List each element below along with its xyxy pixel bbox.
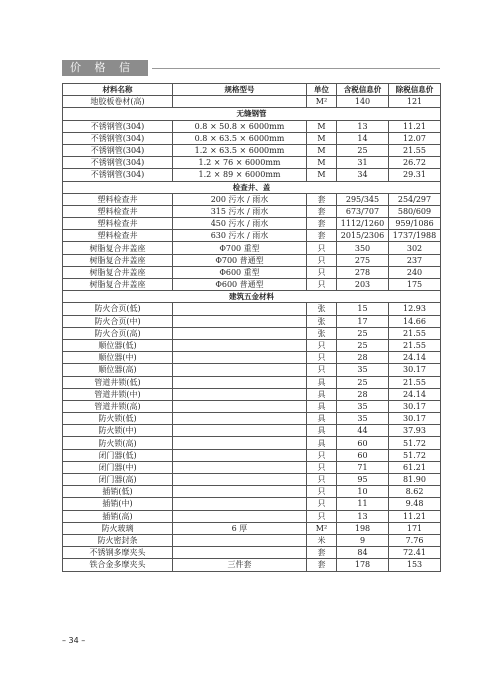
cell-spec: 三件套 (173, 559, 307, 571)
cell-unit: 只 (307, 266, 337, 278)
cell-price-with-tax: 278 (337, 266, 389, 278)
cell-material: 顺位器(低) (63, 339, 173, 351)
cell-material: 不锈钢管(304) (63, 157, 173, 169)
cell-unit: 只 (307, 486, 337, 498)
table-row (63, 474, 441, 486)
cell-price-with-tax: 673/707 (337, 205, 389, 217)
cell-price-without-tax: 9.48 (389, 498, 441, 510)
cell-price-with-tax: 350 (337, 242, 389, 254)
table-row (63, 169, 441, 181)
header-divider (152, 68, 440, 69)
cell-price-with-tax: 25 (337, 339, 389, 351)
table-row (63, 315, 441, 327)
cell-price-with-tax: 178 (337, 559, 389, 571)
cell-price-with-tax: 2015/2306 (337, 230, 389, 242)
column-header-unit: 单位 (307, 84, 337, 96)
cell-spec: Φ700 普通型 (173, 254, 307, 266)
cell-unit: M² (307, 522, 337, 534)
table-row (63, 388, 441, 400)
cell-unit: 套 (307, 205, 337, 217)
cell-price-with-tax: 84 (337, 547, 389, 559)
section-row (63, 181, 441, 193)
cell-material: 防火玻璃 (63, 522, 173, 534)
cell-material: 防火锁(高) (63, 437, 173, 449)
cell-price-with-tax: 9 (337, 534, 389, 546)
cell-price-with-tax: 34 (337, 169, 389, 181)
cell-price-with-tax: 140 (337, 96, 389, 108)
table-row (63, 437, 441, 449)
cell-price-with-tax: 60 (337, 437, 389, 449)
cell-price-with-tax: 295/345 (337, 193, 389, 205)
cell-material: 不锈钢管(304) (63, 132, 173, 144)
table-row (63, 400, 441, 412)
cell-material: 防火密封条 (63, 534, 173, 546)
cell-unit: 只 (307, 352, 337, 364)
cell-spec (173, 486, 307, 498)
cell-spec (173, 547, 307, 559)
cell-material: 树脂复合井盖座 (63, 279, 173, 291)
cell-unit: 具 (307, 376, 337, 388)
cell-price-without-tax: 12.93 (389, 303, 441, 315)
cell-price-with-tax: 35 (337, 413, 389, 425)
cell-price-without-tax: 171 (389, 522, 441, 534)
cell-price-without-tax: 81.90 (389, 474, 441, 486)
cell-spec: 630 污水 / 雨水 (173, 230, 307, 242)
cell-spec (173, 474, 307, 486)
cell-spec (173, 498, 307, 510)
cell-price-without-tax: 26.72 (389, 157, 441, 169)
cell-material: 塑料检查井 (63, 218, 173, 230)
page-number: – 34 – (62, 636, 86, 645)
table-row (63, 498, 441, 510)
cell-price-with-tax: 203 (337, 279, 389, 291)
cell-material: 防火合页(高) (63, 327, 173, 339)
table-row (63, 205, 441, 217)
cell-material: 闭门器(中) (63, 461, 173, 473)
cell-material: 顺位器(中) (63, 352, 173, 364)
cell-material: 防火合页(中) (63, 315, 173, 327)
cell-spec: 1.2 × 89 × 6000mm (173, 169, 307, 181)
cell-material: 树脂复合井盖座 (63, 242, 173, 254)
cell-unit: M (307, 132, 337, 144)
table-row (63, 120, 441, 132)
cell-price-without-tax: 14.66 (389, 315, 441, 327)
cell-price-with-tax: 28 (337, 388, 389, 400)
cell-unit: 具 (307, 388, 337, 400)
cell-price-without-tax: 21.55 (389, 376, 441, 388)
section-row (63, 291, 441, 303)
cell-unit: 套 (307, 218, 337, 230)
price-table (62, 83, 441, 572)
column-header-price-without-tax: 除税信息价 (389, 84, 441, 96)
cell-spec: 0.8 × 50.8 × 6000mm (173, 120, 307, 132)
cell-price-without-tax: 30.17 (389, 400, 441, 412)
table-row (63, 413, 441, 425)
cell-material: 防火锁(低) (63, 413, 173, 425)
table-row (63, 96, 441, 108)
cell-unit: 套 (307, 547, 337, 559)
table-body (63, 96, 441, 571)
cell-price-without-tax: 61.21 (389, 461, 441, 473)
cell-spec: 0.8 × 63.5 × 6000mm (173, 132, 307, 144)
cell-price-with-tax: 13 (337, 120, 389, 132)
table-row (63, 266, 441, 278)
cell-spec (173, 449, 307, 461)
cell-spec (173, 303, 307, 315)
cell-unit: M (307, 157, 337, 169)
section-title-cell: 检查井、盖 (63, 181, 441, 193)
table-row (63, 279, 441, 291)
cell-material: 塑料检查井 (63, 193, 173, 205)
cell-price-with-tax: 15 (337, 303, 389, 315)
cell-price-with-tax: 25 (337, 327, 389, 339)
cell-price-without-tax: 175 (389, 279, 441, 291)
table-row (63, 327, 441, 339)
cell-unit: 只 (307, 279, 337, 291)
cell-spec (173, 364, 307, 376)
table-row (63, 339, 441, 351)
cell-unit: M (307, 144, 337, 156)
cell-unit: 张 (307, 315, 337, 327)
section-row (63, 108, 441, 120)
cell-spec: 450 污水 / 雨水 (173, 218, 307, 230)
table-row (63, 376, 441, 388)
table-row (63, 547, 441, 559)
cell-unit: 只 (307, 510, 337, 522)
cell-spec (173, 534, 307, 546)
cell-price-with-tax: 44 (337, 425, 389, 437)
section-title-cell: 建筑五金材料 (63, 291, 441, 303)
cell-material: 顺位器(高) (63, 364, 173, 376)
cell-price-without-tax: 51.72 (389, 437, 441, 449)
cell-unit: 只 (307, 461, 337, 473)
table-row (63, 534, 441, 546)
cell-unit: 具 (307, 400, 337, 412)
cell-unit: 只 (307, 498, 337, 510)
cell-spec: Φ600 普通型 (173, 279, 307, 291)
cell-unit: 具 (307, 413, 337, 425)
cell-material: 闭门器(低) (63, 449, 173, 461)
cell-price-with-tax: 198 (337, 522, 389, 534)
cell-unit: 张 (307, 327, 337, 339)
cell-unit: 只 (307, 364, 337, 376)
column-header-price-with-tax: 含税信息价 (337, 84, 389, 96)
cell-price-without-tax: 21.55 (389, 339, 441, 351)
cell-spec (173, 461, 307, 473)
cell-material: 防火锁(中) (63, 425, 173, 437)
cell-spec (173, 388, 307, 400)
cell-material: 管道井锁(中) (63, 388, 173, 400)
cell-price-with-tax: 1112/1260 (337, 218, 389, 230)
cell-spec (173, 400, 307, 412)
cell-price-with-tax: 95 (337, 474, 389, 486)
table-row (63, 242, 441, 254)
cell-spec (173, 339, 307, 351)
column-header-material: 材料名称 (63, 84, 173, 96)
cell-price-with-tax: 10 (337, 486, 389, 498)
cell-price-with-tax: 71 (337, 461, 389, 473)
cell-price-without-tax: 51.72 (389, 449, 441, 461)
table-row (63, 157, 441, 169)
cell-price-with-tax: 35 (337, 364, 389, 376)
cell-material: 树脂复合井盖座 (63, 254, 173, 266)
cell-price-with-tax: 13 (337, 510, 389, 522)
cell-price-without-tax: 580/609 (389, 205, 441, 217)
cell-spec: 315 污水 / 雨水 (173, 205, 307, 217)
cell-unit: M² (307, 96, 337, 108)
cell-material: 不锈钢管(304) (63, 120, 173, 132)
cell-material: 地胶板卷材(高) (63, 96, 173, 108)
cell-material: 不锈钢多摩夹头 (63, 547, 173, 559)
cell-spec (173, 96, 307, 108)
cell-material: 树脂复合井盖座 (63, 266, 173, 278)
cell-material: 管道井锁(低) (63, 376, 173, 388)
cell-unit: 套 (307, 230, 337, 242)
table-row (63, 449, 441, 461)
cell-price-with-tax: 28 (337, 352, 389, 364)
table-row (63, 510, 441, 522)
cell-unit: 只 (307, 339, 337, 351)
cell-price-without-tax: 7.76 (389, 534, 441, 546)
cell-price-without-tax: 121 (389, 96, 441, 108)
table-row (63, 461, 441, 473)
cell-material: 铁合金多摩夹头 (63, 559, 173, 571)
cell-unit: M (307, 169, 337, 181)
cell-price-without-tax: 72.41 (389, 547, 441, 559)
cell-material: 塑料检查井 (63, 205, 173, 217)
cell-spec: 6 厚 (173, 522, 307, 534)
cell-spec (173, 327, 307, 339)
table-row (63, 218, 441, 230)
cell-spec: Φ600 重型 (173, 266, 307, 278)
cell-unit: 套 (307, 559, 337, 571)
cell-price-without-tax: 21.55 (389, 144, 441, 156)
cell-price-with-tax: 17 (337, 315, 389, 327)
cell-price-without-tax: 21.55 (389, 327, 441, 339)
cell-spec: 1.2 × 76 × 6000mm (173, 157, 307, 169)
cell-spec (173, 376, 307, 388)
cell-price-without-tax: 24.14 (389, 388, 441, 400)
cell-price-without-tax: 8.62 (389, 486, 441, 498)
cell-spec (173, 413, 307, 425)
cell-material: 插销(中) (63, 498, 173, 510)
section-title-cell: 无缝钢管 (63, 108, 441, 120)
cell-price-with-tax: 25 (337, 376, 389, 388)
cell-price-without-tax: 153 (389, 559, 441, 571)
cell-price-without-tax: 24.14 (389, 352, 441, 364)
cell-spec (173, 510, 307, 522)
cell-price-without-tax: 29.31 (389, 169, 441, 181)
cell-price-with-tax: 11 (337, 498, 389, 510)
cell-material: 闭门器(高) (63, 474, 173, 486)
cell-price-with-tax: 275 (337, 254, 389, 266)
table-header (63, 84, 441, 96)
cell-price-without-tax: 30.17 (389, 364, 441, 376)
cell-spec (173, 315, 307, 327)
cell-unit: 只 (307, 474, 337, 486)
column-header-spec: 规格型号 (173, 84, 307, 96)
cell-price-without-tax: 37.93 (389, 425, 441, 437)
table-row (63, 486, 441, 498)
cell-spec: 200 污水 / 雨水 (173, 193, 307, 205)
cell-unit: M (307, 120, 337, 132)
cell-unit: 张 (307, 303, 337, 315)
cell-price-without-tax: 302 (389, 242, 441, 254)
cell-price-with-tax: 31 (337, 157, 389, 169)
cell-material: 管道井锁(高) (63, 400, 173, 412)
cell-price-without-tax: 30.17 (389, 413, 441, 425)
table-row (63, 230, 441, 242)
cell-unit: 具 (307, 425, 337, 437)
cell-material: 不锈钢管(304) (63, 144, 173, 156)
cell-price-without-tax: 240 (389, 266, 441, 278)
cell-price-with-tax: 60 (337, 449, 389, 461)
cell-price-without-tax: 11.21 (389, 510, 441, 522)
section-title: 价 格 信 息 (62, 60, 148, 76)
cell-unit: 米 (307, 534, 337, 546)
cell-unit: 套 (307, 193, 337, 205)
cell-price-without-tax: 1737/1988 (389, 230, 441, 242)
cell-material: 不锈钢管(304) (63, 169, 173, 181)
cell-unit: 只 (307, 254, 337, 266)
cell-unit: 只 (307, 242, 337, 254)
cell-spec (173, 352, 307, 364)
table-row (63, 522, 441, 534)
table-row (63, 364, 441, 376)
cell-material: 插销(低) (63, 486, 173, 498)
cell-material: 防火合页(低) (63, 303, 173, 315)
cell-unit: 具 (307, 437, 337, 449)
table-row (63, 303, 441, 315)
cell-price-with-tax: 35 (337, 400, 389, 412)
table-row (63, 254, 441, 266)
cell-price-without-tax: 237 (389, 254, 441, 266)
table-row (63, 132, 441, 144)
cell-price-with-tax: 25 (337, 144, 389, 156)
table-row (63, 352, 441, 364)
cell-unit: 只 (307, 449, 337, 461)
cell-material: 插销(高) (63, 510, 173, 522)
cell-spec: Φ700 重型 (173, 242, 307, 254)
cell-price-without-tax: 959/1086 (389, 218, 441, 230)
cell-price-without-tax: 254/297 (389, 193, 441, 205)
cell-material: 塑料检查井 (63, 230, 173, 242)
cell-spec (173, 437, 307, 449)
table-row (63, 559, 441, 571)
table-header-row (63, 84, 441, 96)
table-row (63, 193, 441, 205)
table-row (63, 425, 441, 437)
cell-price-with-tax: 14 (337, 132, 389, 144)
cell-spec (173, 425, 307, 437)
cell-spec: 1.2 × 63.5 × 6000mm (173, 144, 307, 156)
cell-price-without-tax: 12.07 (389, 132, 441, 144)
cell-price-without-tax: 11.21 (389, 120, 441, 132)
table-row (63, 144, 441, 156)
